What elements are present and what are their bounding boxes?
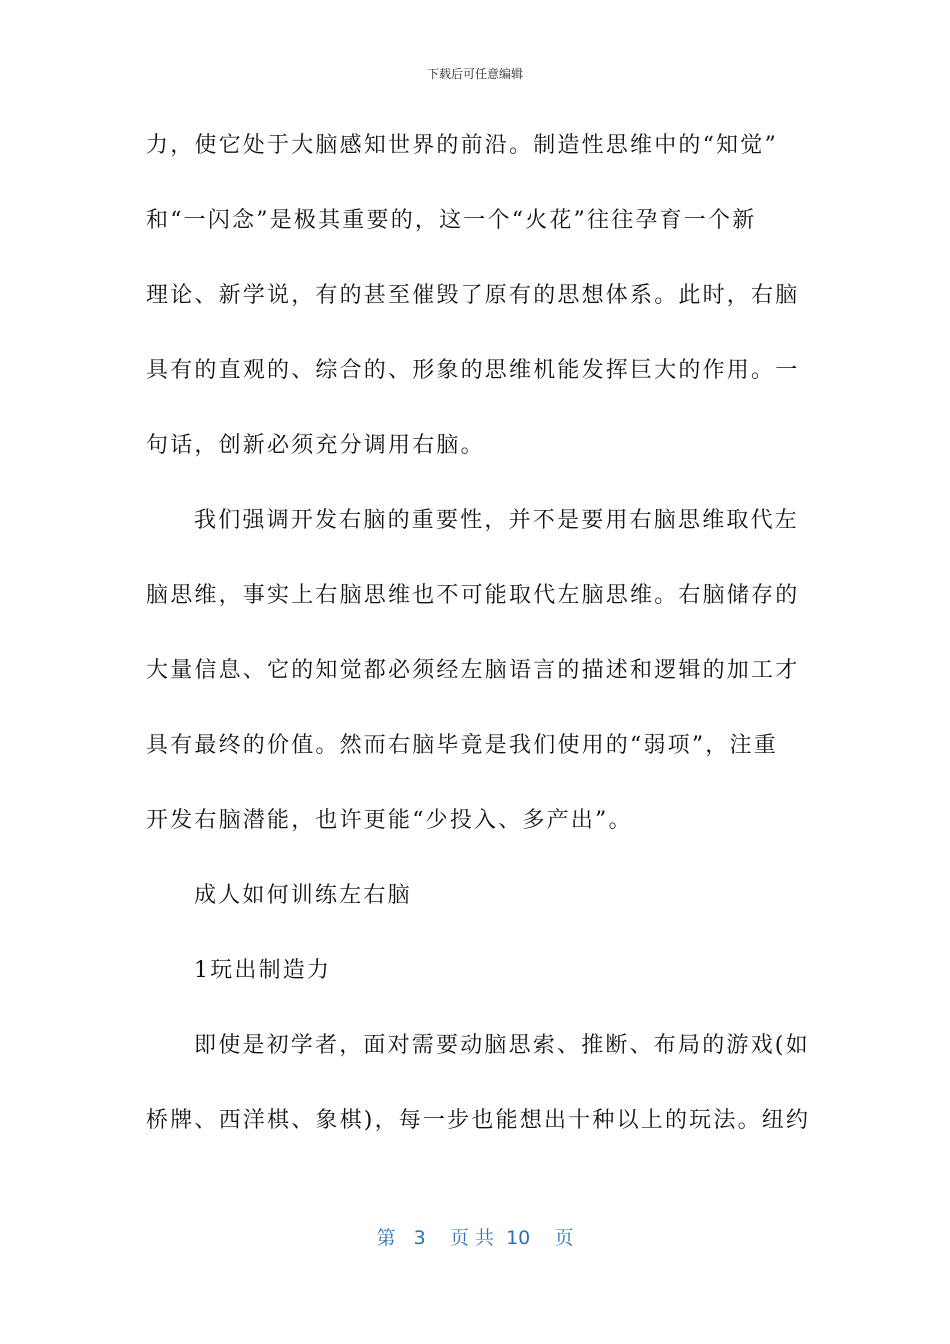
footer-current-page: 3	[413, 1227, 426, 1249]
footer-pages-label: 页	[554, 1227, 574, 1249]
text-line: 开发右脑潜能，也许更能“少投入、多产出”。	[146, 808, 633, 833]
text-line: 脑思维，事实上右脑思维也不可能取代左脑思维。右脑储存的	[146, 583, 800, 608]
section-heading: 成人如何训练左右脑	[194, 883, 412, 908]
text-line: 桥牌、西洋棋、象棋)，每一步也能想出十种以上的玩法。纽约	[146, 1108, 811, 1133]
page-header: 下载后可任意编辑	[426, 67, 523, 81]
footer-total-pages: 10	[506, 1227, 531, 1249]
text-line: 具有最终的价值。然而右脑毕竟是我们使用的“弱项”，注重	[146, 733, 778, 758]
text-line: 和“一闪念”是极其重要的，这一个“火花”往往孕育一个新	[146, 208, 757, 233]
text-line: 具有的直观的、综合的、形象的思维机能发挥巨大的作用。一	[146, 358, 800, 383]
text-line: 即使是初学者，面对需要动脑思索、推断、布局的游戏(如	[194, 1033, 810, 1058]
text-line: 理论、新学说，有的甚至催毁了原有的思想体系。此时，右脑	[146, 283, 800, 308]
text-line: 我们强调开发右脑的重要性，并不是要用右脑思维取代左	[194, 508, 800, 533]
text-line: 句话，创新必须充分调用右脑。	[146, 433, 485, 458]
page-footer	[0, 1224, 950, 1252]
footer-of-label: 页 共	[449, 1227, 494, 1249]
text-line: 大量信息、它的知觉都必须经左脑语言的描述和逻辑的加工才	[146, 658, 800, 683]
footer-page-label: 第	[376, 1227, 396, 1249]
text-line: 力，使它处于大脑感知世界的前沿。制造性思维中的“知觉”	[146, 133, 778, 158]
subsection-heading: 1玩出制造力	[194, 958, 332, 983]
document-body	[146, 126, 811, 1176]
